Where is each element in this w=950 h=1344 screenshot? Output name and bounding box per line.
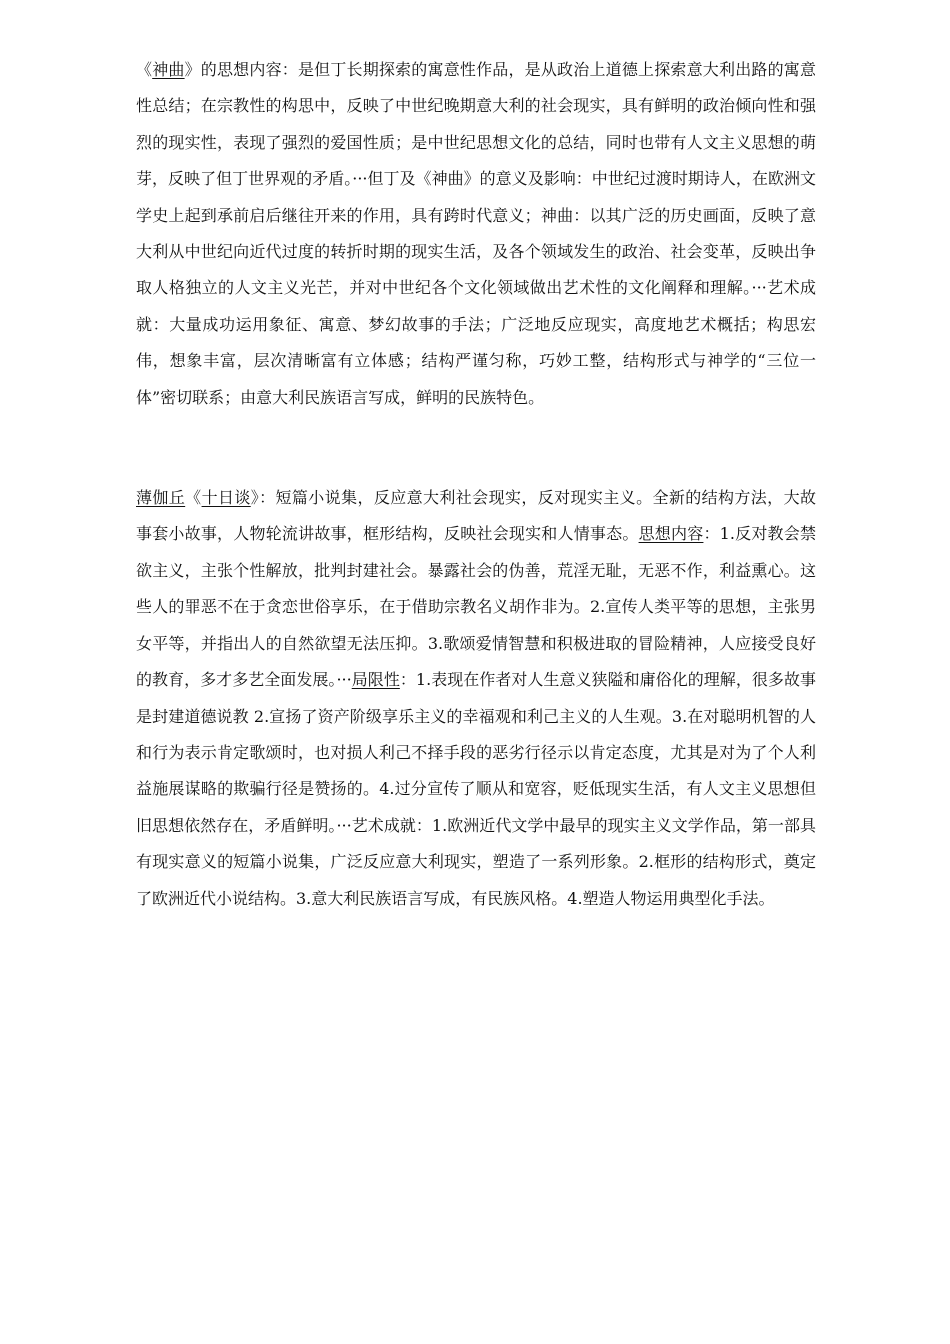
paragraph-divine-comedy	[136, 52, 816, 416]
underlined-term-boccaccio: 薄伽丘	[136, 488, 186, 508]
paragraph-decameron	[136, 480, 816, 917]
text-segment: 《	[136, 60, 153, 79]
underlined-term-divine-comedy: 神曲	[152, 60, 185, 79]
text-segment: ：1.表现在作者对人生意义狭隘和庸俗化的理解，很多故事是封建道德说教 2.宣扬了资产阶级享乐主义的幸福观和利己主义的人生观。3.在对聪明机智的人和行为表示肯定歌颂时，也对损人利己不择手段的恶劣行径示以肯定态度，尤其是对为了个人利益施展谋略的欺骗行径是赞扬的。4.过分宣传了顺从和宽容，贬低现实生活，有人文主义思想但旧思想依然存在，矛盾鲜明。···艺术成就：1.欧洲近代文学中最早的现实主义文学作品，第一部具有现实意义的短篇小说集，广泛反应意大利现实，塑造了一系列形象。2.框形的结构形式，奠定了欧洲近代小说结构。3.意大利民族语言写成，有民族风格。4.塑造人物运用典型化手法。	[136, 670, 816, 908]
text-segment: 》的思想内容：是但丁长期探索的寓意性作品，是从政治上道德上探索意大利出路的寓意性总结；在宗教性的构思中，反映了中世纪晚期意大利的社会现实，具有鲜明的政治倾向性和强烈的现实性，表现了强烈的爱国性质；是中世纪思想文化的总结，同时也带有人文主义思想的萌芽，反映了但丁世界观的矛盾。···但丁及《神曲》的意义及影响：中世纪过渡时期诗人，在欧洲文学史上起到承前启后继往开来的作用，具有跨时代意义；神曲：以其广泛的历史画面，反映了意大利从中世纪向近代过度的转折时期的现实生活，及各个领域发生的政治、社会变革，反映出争取人格独立的人文主义光芒，并对中世纪各个文化领域做出艺术性的文化阐释和理解。···艺术成就：大量成功运用象征、寓意、梦幻故事的手法；广泛地反应现实，高度地艺术概括；构思宏伟，想象丰富，层次清晰富有立体感；结构严谨匀称，巧妙工整，结构形式与神学的“三位一体”密切联系；由意大利民族语言写成，鲜明的民族特色。	[136, 60, 816, 407]
text-segment: ：1.反对教会禁欲主义，主张个性解放，批判封建社会。暴露社会的伪善，荒淫无耻，无恶不作，利益熏心。这些人的罪恶不在于贪恋世俗享乐，在于借助宗教名义胡作非为。2.宣传人类平等的思想，主张男女平等，并指出人的自然欲望无法压抑。3.歌颂爱情智慧和积极进取的冒险精神，人应接受良好的教育，多才多艺全面发展。···	[136, 524, 816, 690]
underlined-term-limitations: 局限性	[351, 670, 400, 690]
text-segment: 》：短篇小说集，反应意大利社会现实，反对现实主义。全新的结构方法，大故事套小故事，人物轮流讲故事，框形结构，反映社会现实和人情事态。	[136, 488, 816, 544]
underlined-term-ideological-content: 思想内容	[638, 524, 704, 544]
document-page	[136, 52, 816, 917]
text-segment: 《	[185, 488, 202, 508]
underlined-term-decameron: 十日谈	[201, 488, 251, 508]
